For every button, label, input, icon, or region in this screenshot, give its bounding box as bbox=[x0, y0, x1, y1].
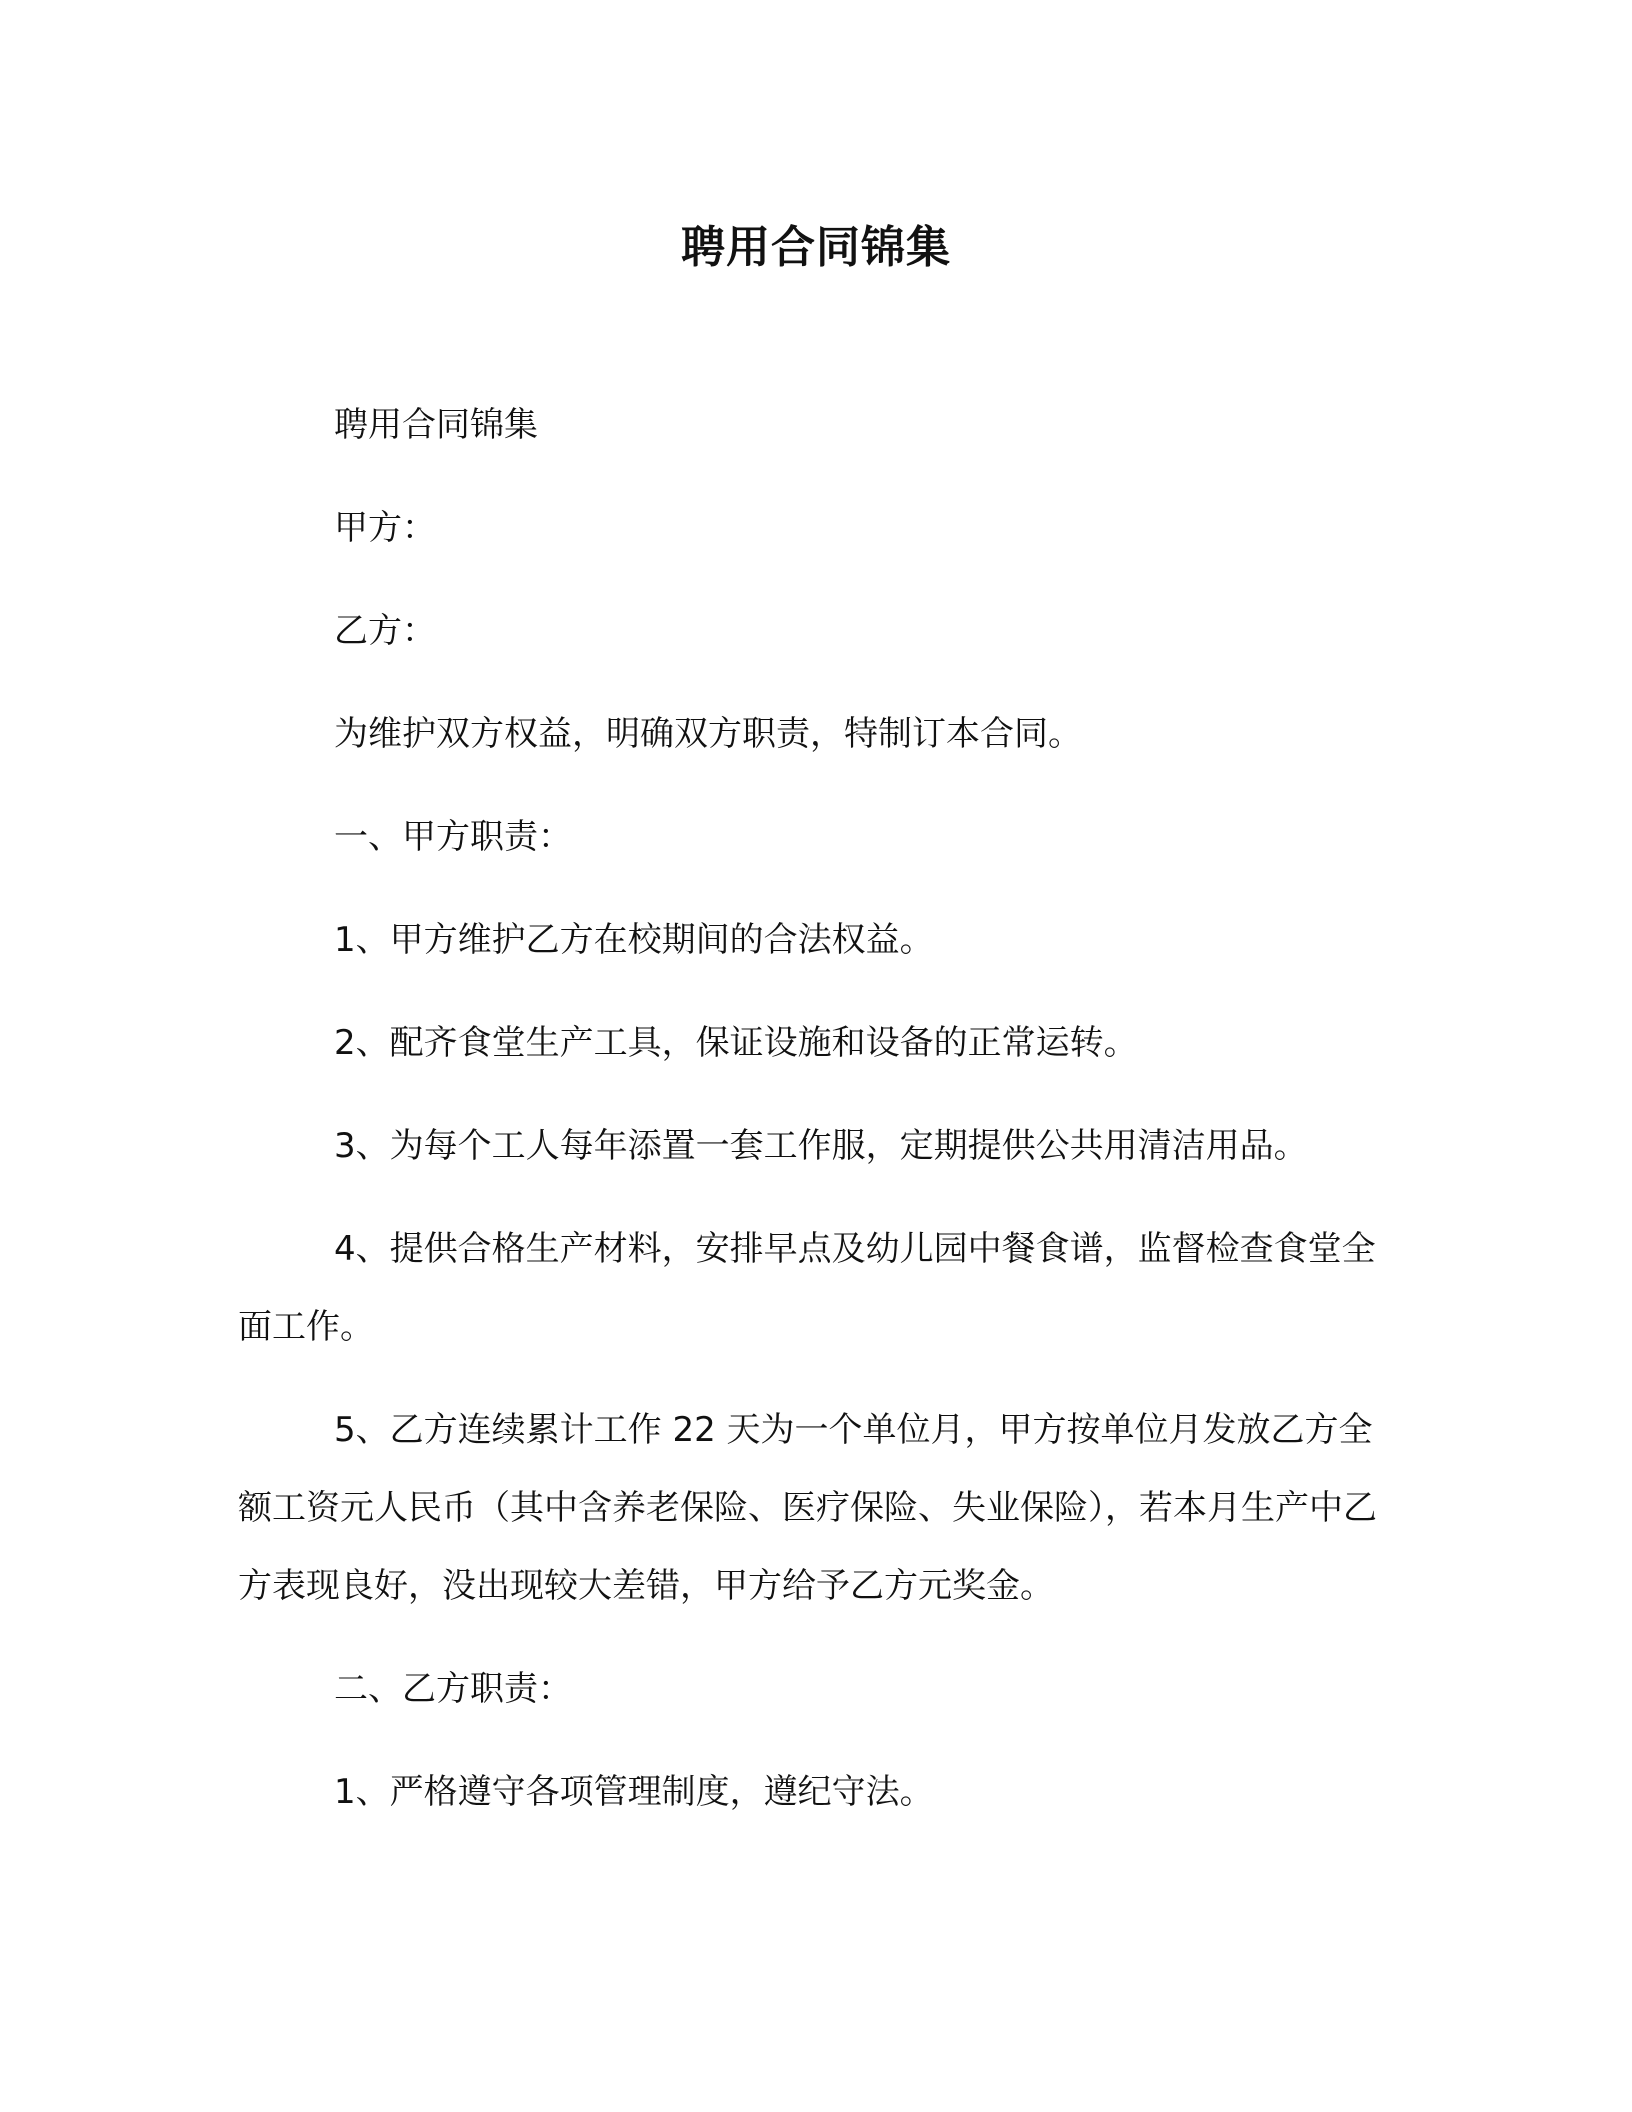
heading-party-a-duties: 一、甲方职责： bbox=[334, 817, 572, 857]
paragraph-a-duty-3: 3、为每个工人每年添置一套工作服，定期提供公共用清洁用品。 bbox=[334, 1126, 1308, 1166]
paragraph-party-a: 甲方： bbox=[334, 508, 436, 548]
heading-party-b-duties: 二、乙方职责： bbox=[334, 1669, 572, 1709]
paragraph-a-duty-4: 4、提供合格生产材料，安排早点及幼儿园中餐食谱，监督检查食堂全面工作。 bbox=[238, 1229, 1376, 1347]
paragraph-b-duty-1: 1、严格遵守各项管理制度，遵纪守法。 bbox=[334, 1772, 934, 1812]
paragraph-party-b: 乙方： bbox=[334, 611, 436, 651]
paragraph-a-duty-1: 1、甲方维护乙方在校期间的合法权益。 bbox=[334, 920, 934, 960]
paragraph-a-duty-5: 5、乙方连续累计工作 22 天为一个单位月，甲方按单位月发放乙方全额工资元人民币（其中含养老保险、医疗保险、失业保险），若本月生产中乙方表现良好，没出现较大差错，甲方给予乙方元奖金。 bbox=[238, 1410, 1377, 1606]
paragraph-subtitle: 聘用合同锦集 bbox=[334, 405, 538, 445]
document-title: 聘用合同锦集 bbox=[681, 222, 951, 273]
paragraph-purpose: 为维护双方权益，明确双方职责，特制订本合同。 bbox=[334, 714, 1082, 754]
paragraph-a-duty-2: 2、配齐食堂生产工具，保证设施和设备的正常运转。 bbox=[334, 1023, 1138, 1063]
